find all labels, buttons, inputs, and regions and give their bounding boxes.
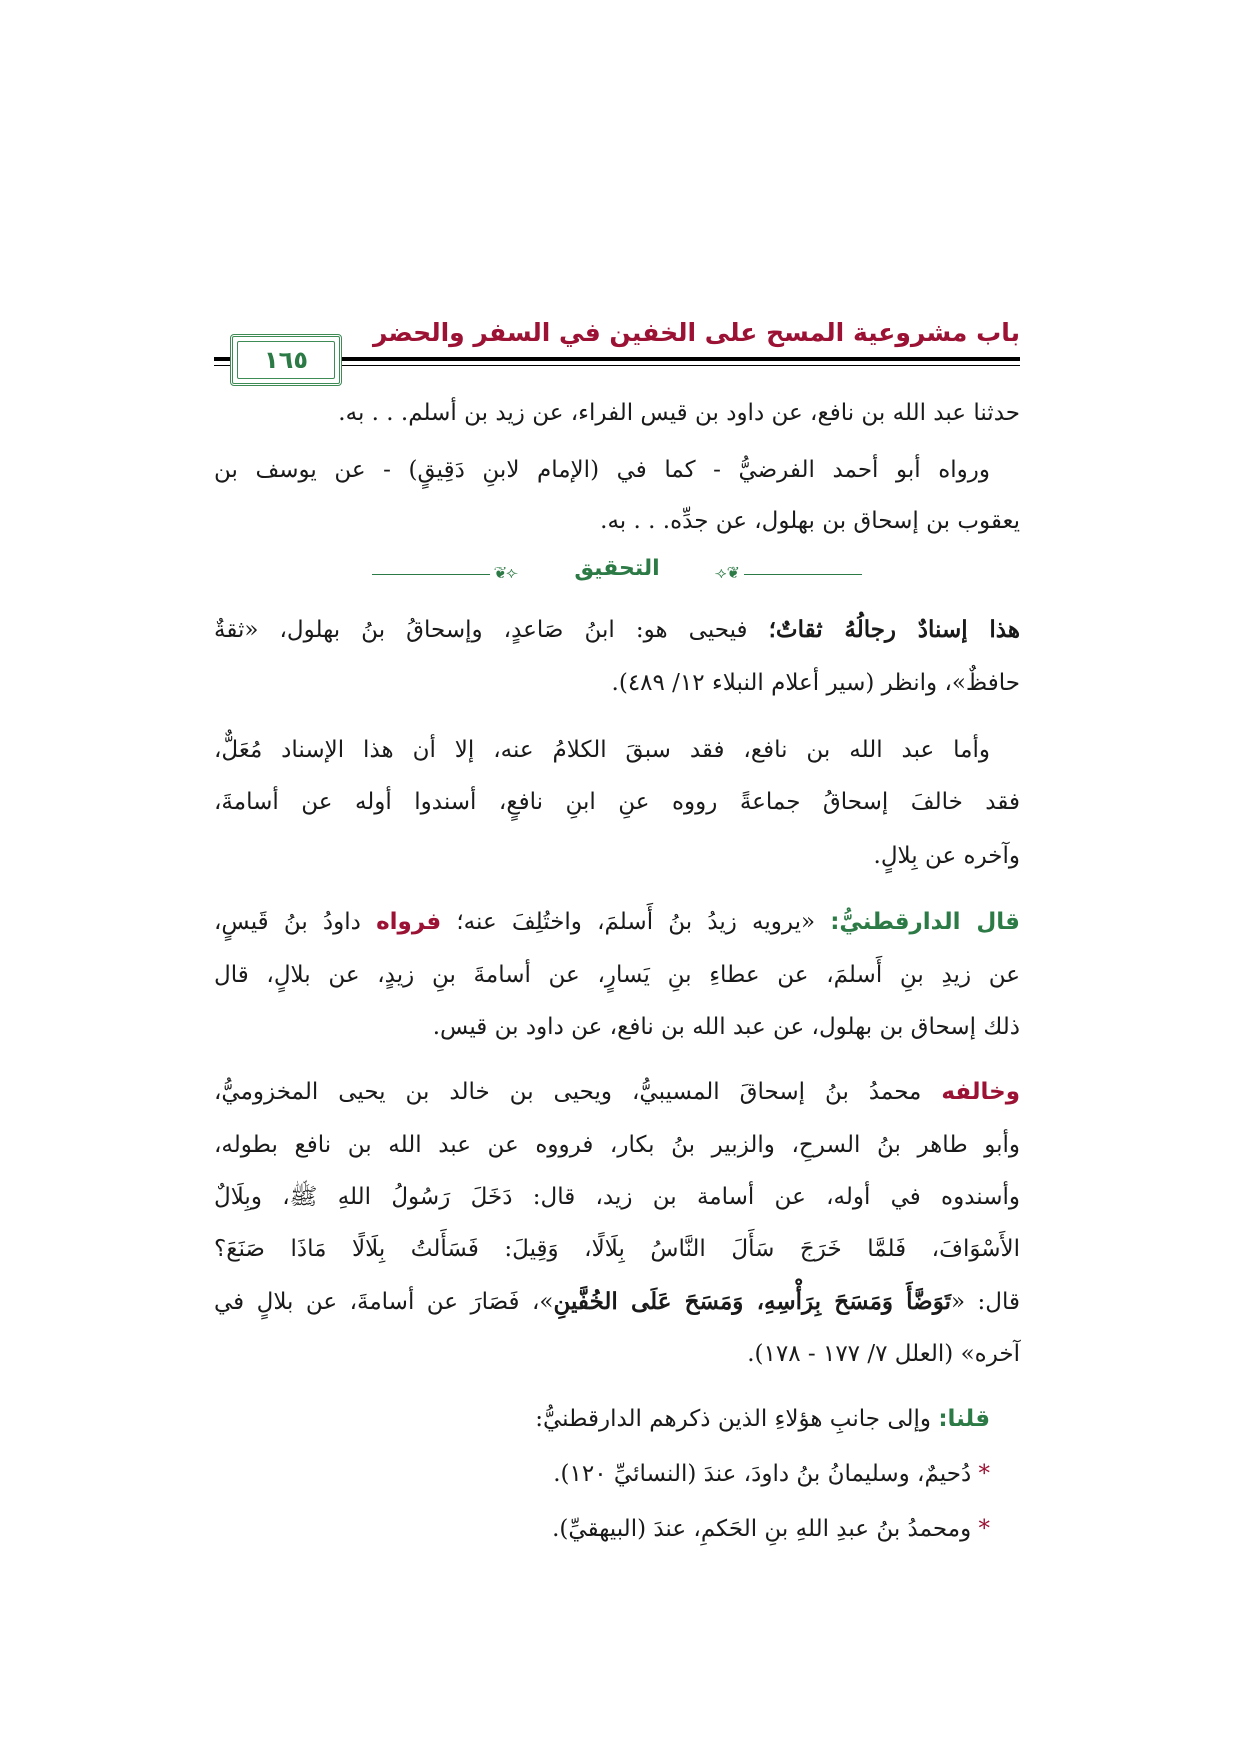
text-line: قال الدارقطنيُّ: «يرويه زيدُ بنُ أَسلمَ، واختُلِفَ عنه؛ فرواه داودُ بنُ قَيسٍ، <box>214 909 1020 935</box>
text-line: حدثنا عبد الله بن نافع، عن داود بن قيس الفراء، عن زيد بن أسلم. . . به. <box>338 400 1020 426</box>
book-page <box>214 0 1020 1754</box>
divider-line <box>744 574 862 575</box>
text-line: ذلك إسحاق بن بهلول، عن عبد الله بن نافع، عن داود بن قيس. <box>432 1014 1020 1040</box>
text-line: وآخره عن بِلالٍ. <box>873 843 1020 869</box>
text-line: حافظٌ»، وانظر (سير أعلام النبلاء ١٢/ ٤٨٩). <box>611 670 1020 696</box>
list-item: * ومحمدُ بنُ عبدِ اللهِ بنِ الحَكمِ، عندَ (البيهقيِّ). <box>552 1516 990 1542</box>
text-line: وأبو طاهر بنُ السرحِ، والزبير بنُ بكار، فرووه عن عبد الله بن نافع بطوله، <box>214 1132 1020 1158</box>
speaker-label: قال الدارقطنيُّ: <box>830 909 1020 935</box>
bullet-star-icon: * <box>978 1461 990 1487</box>
text-line: ورواه أبو أحمد الفرضيُّ - كما في (الإمام لابنِ دَقِيقٍ) - عن يوسف بن <box>214 457 990 483</box>
text-line: آخره» (العلل ٧/ ١٧٧ - ١٧٨). <box>747 1341 1020 1367</box>
text-line: قال: «تَوَضَّأَ وَمَسَحَ بِرَأْسِهِ، وَمَسَحَ عَلَى الخُفَّينِ»، فَصَارَ عن أسامةَ، عن بلالٍ في <box>214 1288 1020 1315</box>
running-header-title: باب مشروعية المسح على الخفين في السفر والحضر <box>373 318 1020 347</box>
bullet-star-icon: * <box>978 1516 990 1542</box>
page-number: ١٦٥ <box>264 346 308 374</box>
text-line: هذا إسنادٌ رجالُهُ ثقاتٌ؛ فيحيى هو: ابنُ صَاعدٍ، وإسحاقُ بنُ بهلول، «ثقةٌ <box>214 616 1020 643</box>
keyword-label: وخالفه <box>941 1079 1020 1105</box>
text-line: وخالفه محمدُ بنُ إسحاقَ المسيبيُّ، ويحيى بن خالد بن يحيى المخزوميُّ، <box>214 1079 1020 1105</box>
page-number-frame <box>230 334 342 386</box>
text-line: عن زيدِ بنِ أَسلمَ، عن عطاءِ بنِ يَسارٍ، عن أسامةَ بنِ زيدٍ، عن بلالٍ، قال <box>214 962 1020 988</box>
text-line: الأَسْوَافَ، فَلمَّا خَرَجَ سَأَلَ النَّاسُ بِلَالًا، وَقِيلَ: فَسَأَلتُ بِلَالًا مَاذَا صَنَعَ؟ <box>214 1236 1020 1262</box>
section-title: التحقيق <box>574 556 660 581</box>
ornament-icon: ⟢❦ <box>494 563 519 582</box>
speaker-label: قلنا: <box>938 1406 990 1432</box>
text-line: وأسندوه في أوله، عن أسامة بن زيد، قال: دَخَلَ رَسُولُ اللهِ ﷺ، وبِلَالٌ <box>214 1184 1020 1210</box>
text-line: قلنا: وإلى جانبِ هؤلاءِ الذين ذكرهم الدارقطنيُّ: <box>535 1406 990 1432</box>
text-line: وأما عبد الله بن نافع، فقد سبقَ الكلامُ عنه، إلا أن هذا الإسناد مُعَلٌّ، <box>214 737 990 763</box>
keyword-label: فرواه <box>376 909 442 935</box>
ornament-icon: ❦⟣ <box>714 563 740 582</box>
text-line: فقد خالفَ إسحاقُ جماعةً رووه عنِ ابنِ نافعٍ، أسندوا أوله عن أسامةَ، <box>214 789 1020 815</box>
list-item: * دُحيمٌ، وسليمانُ بنُ داودَ، عندَ (النسائيِّ ١٢٠). <box>553 1461 990 1487</box>
section-divider <box>372 556 862 584</box>
text-line: يعقوب بن إسحاق بن بهلول، عن جدِّه. . . به. <box>600 508 1020 534</box>
